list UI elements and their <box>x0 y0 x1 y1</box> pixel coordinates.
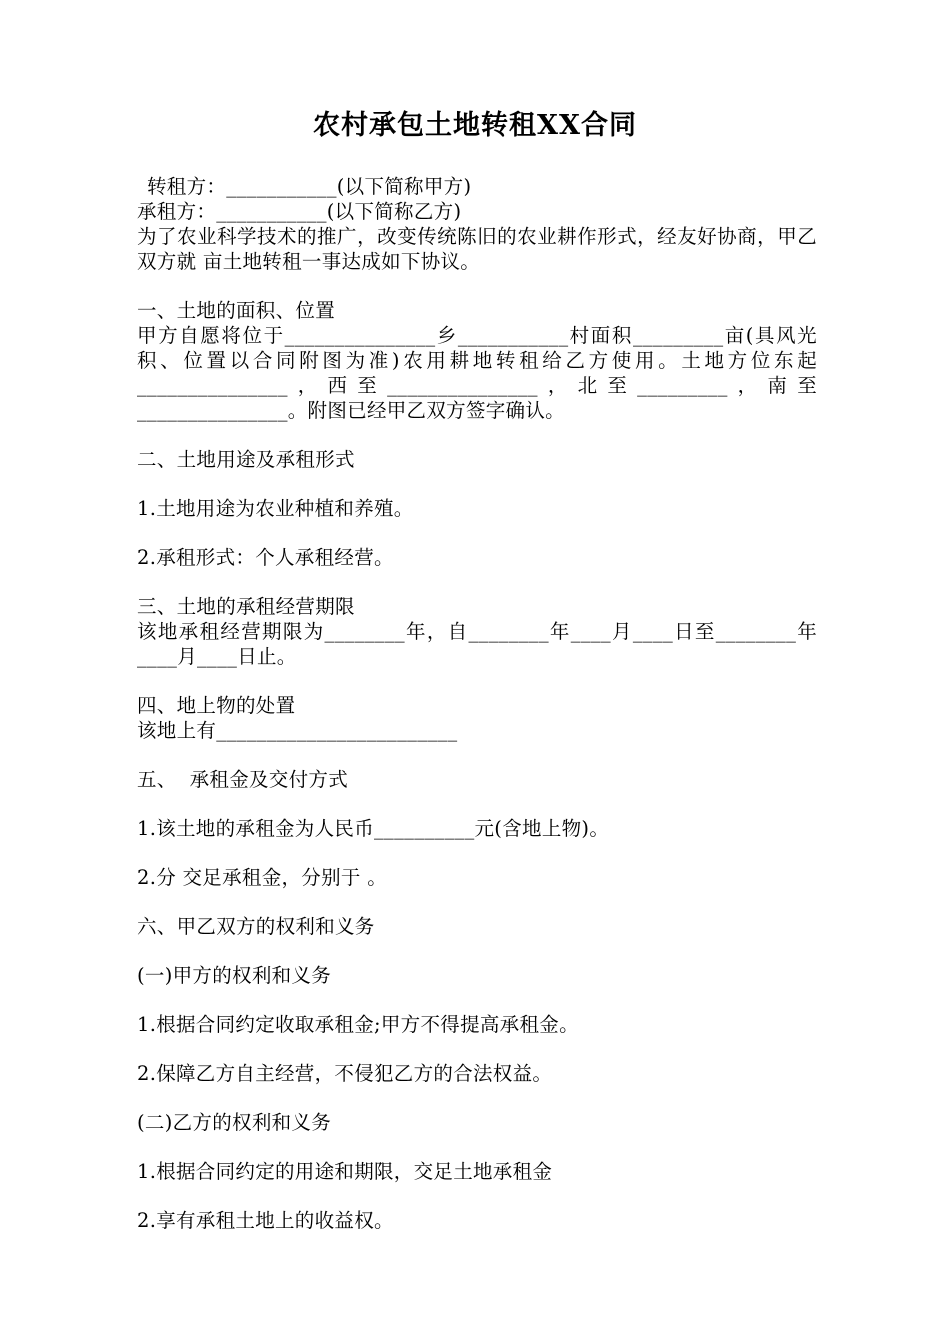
spacer <box>137 890 817 914</box>
spacer <box>137 1135 817 1159</box>
section-6-sub-1-item-1: 1.根据合同约定收取承租金;甲方不得提高承租金。 <box>137 1013 579 1036</box>
section-2-item-1: 1.土地用途为农业种植和养殖。 <box>137 497 414 520</box>
spacer <box>137 1037 817 1061</box>
section-6-sub-2-item-2: 2.享有承租土地上的收益权。 <box>137 1209 394 1232</box>
section-6-sub-2-item-1: 1.根据合同约定的用途和期限，交足土地承租金 <box>137 1160 553 1183</box>
spacer <box>137 1184 817 1208</box>
spacer <box>137 669 817 693</box>
spacer <box>137 792 817 816</box>
section-6-sub-1-item-2: 2.保障乙方自主经营，不侵犯乙方的合法权益。 <box>137 1062 553 1085</box>
section-1-heading: 一、土地的面积、位置 <box>137 299 336 322</box>
spacer <box>137 472 817 496</box>
section-2-heading: 二、土地用途及承租形式 <box>137 448 355 471</box>
section-4-body: 该地上有________________________ <box>137 719 458 742</box>
intro-paragraph: 为了农业科学技术的推广，改变传统陈旧的农业耕作形式，经友好协商，甲乙双方就 亩土地转租一事达成如下协议。 <box>137 225 817 273</box>
transferor-line: 转租方：___________(以下简称甲方) <box>147 175 472 198</box>
section-1-body: 甲方自愿将位于_______________乡___________村面积_________亩(具风光积、位置以合同附图为准)农用耕地转租给乙方使用。土地方位东起_______________，西至_______________，北至_________，南至_______________。附图已经甲乙双方签字确认。 <box>137 324 817 422</box>
section-3-body: 该地承租经营期限为________年，自________年____月____日至________年____月____日止。 <box>137 620 817 668</box>
document-title: 农村承包土地转租XX合同 <box>313 110 637 141</box>
section-5-heading: 五、 承租金及交付方式 <box>137 768 348 791</box>
document-body <box>137 174 817 1233</box>
section-3-heading: 三、土地的承租经营期限 <box>137 595 355 618</box>
section-5-item-2: 2.分 交足承租金，分别于 。 <box>137 866 388 889</box>
section-6-sub-2: (二)乙方的权利和义务 <box>137 1111 332 1134</box>
spacer <box>137 423 817 447</box>
section-2-item-2: 2.承租形式：个人承租经营。 <box>137 546 394 569</box>
section-6-sub-1: (一)甲方的权利和义务 <box>137 964 332 987</box>
spacer <box>137 841 817 865</box>
section-6-heading: 六、甲乙双方的权利和义务 <box>137 915 375 938</box>
section-4-heading: 四、地上物的处置 <box>137 694 296 717</box>
spacer <box>137 939 817 963</box>
spacer <box>137 521 817 545</box>
spacer <box>137 570 817 594</box>
lessee-line: 承租方：___________(以下简称乙方) <box>137 200 462 223</box>
spacer <box>137 988 817 1012</box>
section-5-item-1: 1.该土地的承租金为人民币__________元(含地上物)。 <box>137 817 610 840</box>
spacer <box>137 743 817 767</box>
spacer <box>137 1086 817 1110</box>
spacer <box>137 274 817 298</box>
